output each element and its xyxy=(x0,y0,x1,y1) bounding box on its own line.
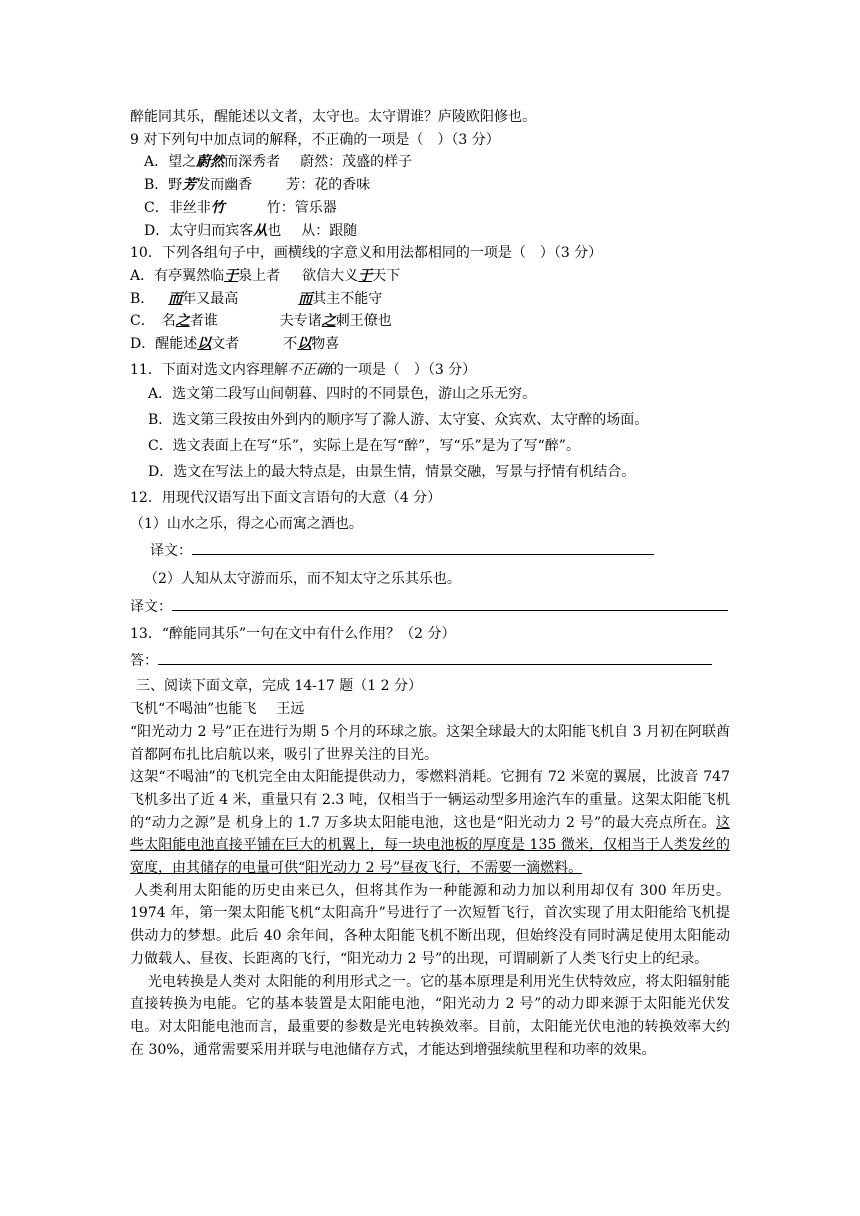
intro-line: 醉能同其乐，醒能述以文者，太守也。太守谓谁？庐陵欧阳修也。 xyxy=(130,109,536,125)
q10-option-b xyxy=(130,288,730,311)
dotted-word: 蔚然 xyxy=(196,154,225,171)
option-prefix: C．非丝非 xyxy=(144,199,211,216)
q10-stem: 10．下列各组句子中，画横线的字意义和用法都相同的一项是（ ）（3 分） xyxy=(130,245,603,262)
q12-answer-1 xyxy=(130,537,730,565)
q12-answer-2 xyxy=(130,593,730,621)
q9-option-d xyxy=(130,220,730,243)
dotted-word: 芳 xyxy=(182,177,197,194)
dotted-word: 竹 xyxy=(210,199,225,216)
q9-stem: 9 对下列句中加点词的解释，不正确的一项是（ ）（3 分） xyxy=(130,131,500,148)
q12-stem: 12．用现代汉语写出下面文言语句的大意（4 分） xyxy=(130,490,442,507)
option-part-b: 欲信大义于天下 xyxy=(302,267,401,284)
option-gloss: 从：跟随 xyxy=(301,222,358,239)
q11-option-c: C．选文表面上在写“乐”，实际上是在写“醉”，写“乐”是为了写“醉”。 xyxy=(148,438,580,455)
option-gloss: 芳：花的香味 xyxy=(286,177,371,194)
underlined-char: 以 xyxy=(197,336,212,353)
underlined-char: 之 xyxy=(175,313,190,330)
option-part-b: 夫专诸之刺王僚也 xyxy=(279,313,392,330)
answer-label: 译文： xyxy=(130,599,172,616)
q12-item-1: （1）山水之乐，得之心而寓之酒也。 xyxy=(130,516,363,533)
article-title: 飞机“不喝油”也能飞 xyxy=(130,701,257,718)
underlined-char: 于 xyxy=(224,267,239,284)
q11-option-a: A．选文第二段写山间朝暮、四时的不同景色，游山之乐无穷。 xyxy=(148,386,537,403)
section-heading: 三、阅读下面文章，完成 14-17 题（1 2 分） xyxy=(136,678,422,695)
option-part-a: D．醒能述以文者 xyxy=(130,336,240,353)
article-author: 王远 xyxy=(276,701,305,718)
underlined-char: 于 xyxy=(358,267,373,284)
q10-option-c xyxy=(130,310,730,333)
underlined-char: 而 xyxy=(298,290,313,307)
option-suffix: 而深秀者 xyxy=(224,154,281,171)
option-suffix: 发而幽香 xyxy=(196,177,253,194)
q11-option-b: B．选文第三段按由外到内的顺序写了滁人游、太守宴、众宾欢、太守醉的场面。 xyxy=(148,412,649,429)
article-paragraph-2: 这架“不喝油”的飞机完全由太阳能提供动力，零燃料消耗。它拥有 72 米宽的翼展，比波音 747 飞机多出了近 4 米，重量只有 2.3 吨，仅相当于一辆运动型多用途汽车的重量。这架太阳能飞机的“动力之源”是 机身上的 1.7 万多块太阳能电池，这也是“阳光动力 2 号”的最大亮点所在。这些太阳能电池直接平铺在巨大的机翼上，每一块电池板的厚度是 135 微米，仅相当于人类发丝的宽度，由其储存的电量可供“阳光动力 2 号”昼夜飞行，不需要一滴燃料。 xyxy=(130,769,730,877)
q10-option-d xyxy=(130,333,730,356)
q12-item-2: （2）人知从太守游而乐，而不知太守之乐其乐也。 xyxy=(144,571,461,588)
answer-blank[interactable] xyxy=(158,649,712,665)
answer-blank[interactable] xyxy=(192,539,654,555)
option-suffix: 也 xyxy=(267,222,282,239)
q9-option-b xyxy=(130,174,730,197)
article-paragraph-3: 人类利用太阳能的历史由来已久，但将其作为一种能源和动力加以利用却仅有 300 年历史。1974 年，第一架太阳能飞机“太阳高升”号进行了一次短暂飞行，首次实现了用太阳能给飞机提供动力的梦想。此后 40 余年间，各种太阳能飞机不断出现，但始终没有同时满足使用太阳能动力做载人、昼夜、长距离的飞行，“阳光动力 2 号”的出现，可谓刷新了人类飞行史上的纪录。 xyxy=(130,882,730,967)
option-gloss: 蔚然：茂盛的样子 xyxy=(300,154,413,171)
q9-option-c xyxy=(130,197,730,220)
option-prefix: D．太守归而宾客 xyxy=(144,222,254,239)
q11-stem: 11．下面对选文内容理解不正确的一项是（ ）（3 分） xyxy=(130,361,477,378)
option-prefix: B．野 xyxy=(144,177,183,194)
article-title-line xyxy=(130,698,730,721)
answer-blank[interactable] xyxy=(172,595,728,611)
option-part-b: 不以物喜 xyxy=(283,336,340,353)
answer-label: 答： xyxy=(130,653,158,670)
answer-label: 译文： xyxy=(150,543,192,560)
q10-option-a xyxy=(130,265,730,288)
article-paragraph-1: “阳光动力 2 号”正在进行为期 5 个月的环球之旅。这架全球最大的太阳能飞机自 3 月初在阿联酋首都阿布扎比启航以来，吸引了世界关注的目光。 xyxy=(130,723,730,763)
document-page xyxy=(130,106,730,1061)
option-part-a: A．有亭翼然临于泉上者 xyxy=(130,267,281,284)
underlined-sentence: 这些太阳能电池直接平铺在巨大的机翼上，每一块电池板的厚度是 135 微米，仅相当于人类发丝的宽度，由其储存的电量可供“阳光动力 2 号”昼夜飞行，不需要一滴燃料。 xyxy=(130,814,730,877)
article-paragraph-4: 光电转换是人类对 太阳能的利用形式之一。它的基本原理是利用光生伏特效应，将太阳辐射能直接转换为电能。它的基本装置是太阳能电池，“阳光动力 2 号”的动力即来源于太阳能光伏发电。对太阳能电池而言，最重要的参数是光电转换效率。目前，太阳能光伏电池的转换效率大约在 30%，通常需要采用并联与电池储存方式，才能达到增强续航里程和功率的效果。 xyxy=(130,973,730,1058)
option-part-a: C． 名之者谁 xyxy=(130,313,218,330)
dotted-word: 从 xyxy=(253,222,268,239)
underlined-char: 以 xyxy=(297,336,312,353)
option-part-a: B． 而年又最高 xyxy=(130,290,239,307)
underlined-char: 而 xyxy=(168,290,183,307)
option-prefix: A．望之 xyxy=(144,154,197,171)
underlined-char: 之 xyxy=(321,313,336,330)
option-gloss: 竹：管乐器 xyxy=(266,199,337,216)
q9-option-a xyxy=(130,151,730,174)
option-part-b: 而其主不能守 xyxy=(298,290,383,307)
emphasis-text: 不正确 xyxy=(287,361,330,378)
q13-stem: 13．“醉能同其乐”一句在文中有什么作用？（2 分） xyxy=(130,626,456,643)
q13-answer xyxy=(130,647,730,675)
q11-option-d: D．选文在写法上的最大特点是，由景生情，情景交融，写景与抒情有机结合。 xyxy=(148,464,636,481)
